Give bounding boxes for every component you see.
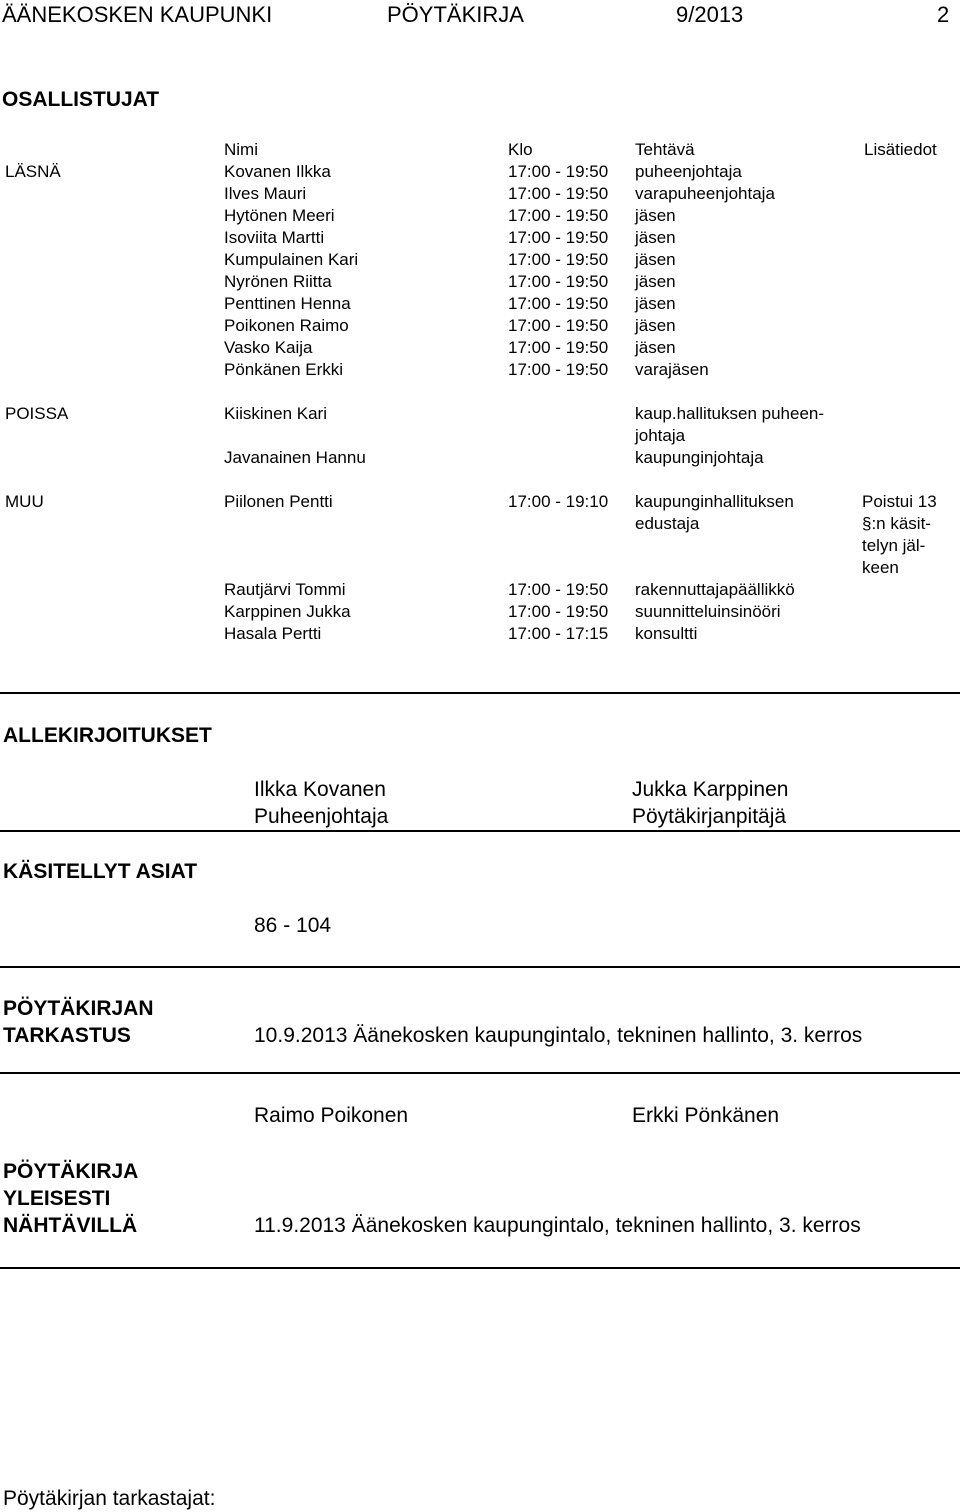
participant-role: kaupunginjohtaja	[635, 448, 764, 467]
public-title-line3: NÄHTÄVILLÄ	[3, 1214, 138, 1237]
review-detail: 10.9.2013 Äänekosken kaupungintalo, tekninen hallinto, 3. kerros	[254, 1024, 863, 1047]
participants-column-headers	[0, 139, 960, 161]
review-title-line1: PÖYTÄKIRJAN	[3, 997, 154, 1020]
table-row	[0, 491, 960, 513]
public-detail: 11.9.2013 Äänekosken kaupungintalo, tekninen hallinto, 3. kerros	[254, 1214, 861, 1237]
participant-time: 17:00 - 17:15	[508, 624, 609, 643]
participant-name: Kiiskinen Kari	[224, 404, 327, 423]
reviewer-name-2: Erkki Pönkänen	[632, 1104, 780, 1127]
participant-role: jäsen	[635, 316, 676, 335]
participant-name: Kumpulainen Kari	[224, 250, 359, 269]
participant-time: 17:00 - 19:10	[508, 492, 609, 511]
participant-name: Ilves Mauri	[224, 184, 307, 203]
divider	[0, 830, 960, 832]
participant-role: jäsen	[635, 228, 676, 247]
participant-time: 17:00 - 19:50	[508, 338, 609, 357]
table-row	[0, 579, 960, 601]
participant-role-continuation: edustaja	[635, 514, 700, 533]
table-row-continuation	[0, 425, 960, 447]
table-row	[0, 249, 960, 271]
table-row	[0, 161, 960, 183]
absent-section-label: POISSA	[5, 404, 69, 423]
participant-role: kaupunginhallituksen	[635, 492, 794, 511]
reviewer-name-1: Raimo Poikonen	[254, 1104, 409, 1127]
secretary-name: Jukka Karppinen	[632, 778, 789, 801]
participant-role-continuation: johtaja	[635, 426, 686, 445]
participants-title: OSALLISTUJAT	[2, 88, 160, 111]
public-title-line1: PÖYTÄKIRJA	[3, 1160, 139, 1183]
table-row	[0, 227, 960, 249]
participant-info-continuation: keen	[862, 558, 899, 577]
column-header-info: Lisätiedot	[864, 140, 937, 159]
table-row	[0, 271, 960, 293]
participant-role: varapuheenjohtaja	[635, 184, 775, 203]
table-row-continuation	[0, 513, 960, 535]
table-row	[0, 359, 960, 381]
participant-role: konsultti	[635, 624, 698, 643]
participant-time: 17:00 - 19:50	[508, 580, 609, 599]
header-document-number: 9/2013	[676, 2, 744, 27]
table-row	[0, 623, 960, 645]
chair-name: Ilkka Kovanen	[254, 778, 386, 801]
participant-name: Hytönen Meeri	[224, 206, 335, 225]
participant-role: jäsen	[635, 272, 676, 291]
participant-time: 17:00 - 19:50	[508, 206, 609, 225]
participant-role: kaup.hallituksen puheen-	[635, 404, 825, 423]
table-row-continuation	[0, 535, 960, 557]
reviewers-footer-label: Pöytäkirjan tarkastajat:	[3, 1487, 216, 1510]
participant-name: Vasko Kaija	[224, 338, 313, 357]
participant-name: Hasala Pertti	[224, 624, 322, 643]
participant-time: 17:00 - 19:50	[508, 602, 609, 621]
header-organization: ÄÄNEKOSKEN KAUPUNKI	[2, 2, 273, 27]
participant-time: 17:00 - 19:50	[508, 184, 609, 203]
column-header-role: Tehtävä	[635, 140, 695, 159]
other-section-label: MUU	[5, 492, 44, 511]
divider	[0, 966, 960, 968]
participant-name: Javanainen Hannu	[224, 448, 366, 467]
participant-time: 17:00 - 19:50	[508, 294, 609, 313]
table-row	[0, 337, 960, 359]
header-page-number: 2	[937, 2, 950, 27]
participant-info-continuation: §:n käsit-	[862, 514, 931, 533]
table-row	[0, 293, 960, 315]
participant-role: jäsen	[635, 206, 676, 225]
public-title-line2: YLEISESTI	[3, 1187, 111, 1210]
participant-name: Pönkänen Erkki	[224, 360, 344, 379]
column-header-time: Klo	[508, 140, 533, 159]
participant-role: puheenjohtaja	[635, 162, 742, 181]
participant-time: 17:00 - 19:50	[508, 250, 609, 269]
items-range: 86 - 104	[254, 914, 332, 937]
participant-info-continuation: telyn jäl-	[862, 536, 926, 555]
participant-name: Poikonen Raimo	[224, 316, 349, 335]
participant-name: Karppinen Jukka	[224, 602, 351, 621]
participant-name: Kovanen Ilkka	[224, 162, 331, 181]
table-row	[0, 183, 960, 205]
table-row	[0, 601, 960, 623]
participant-time: 17:00 - 19:50	[508, 162, 609, 181]
participant-name: Nyrönen Riitta	[224, 272, 332, 291]
column-header-name: Nimi	[224, 140, 258, 159]
participant-time: 17:00 - 19:50	[508, 316, 609, 335]
participant-name: Isoviita Martti	[224, 228, 325, 247]
participant-role: varajäsen	[635, 360, 709, 379]
table-row	[0, 315, 960, 337]
participant-role: jäsen	[635, 294, 676, 313]
table-row	[0, 447, 960, 469]
participant-role: jäsen	[635, 250, 676, 269]
participant-role: jäsen	[635, 338, 676, 357]
table-row	[0, 403, 960, 425]
participant-role: suunnitteluinsinööri	[635, 602, 781, 621]
table-row	[0, 205, 960, 227]
participant-time: 17:00 - 19:50	[508, 228, 609, 247]
participant-name: Piilonen Pentti	[224, 492, 333, 511]
participant-info: Poistui 13	[862, 492, 937, 511]
header-document-type: PÖYTÄKIRJA	[387, 2, 524, 27]
divider	[0, 692, 960, 694]
chair-title: Puheenjohtaja	[254, 805, 389, 828]
present-section-label: LÄSNÄ	[5, 162, 61, 181]
participant-name: Penttinen Henna	[224, 294, 351, 313]
divider	[0, 1267, 960, 1269]
signatures-title: ALLEKIRJOITUKSET	[3, 724, 212, 747]
items-title: KÄSITELLYT ASIAT	[3, 860, 198, 883]
participant-time: 17:00 - 19:50	[508, 272, 609, 291]
review-title-line2: TARKASTUS	[3, 1024, 131, 1047]
secretary-title: Pöytäkirjanpitäjä	[632, 805, 787, 828]
participant-role: rakennuttajapäällikkö	[635, 580, 795, 599]
table-row-continuation	[0, 557, 960, 579]
divider	[0, 1072, 960, 1074]
participant-name: Rautjärvi Tommi	[224, 580, 346, 599]
participant-time: 17:00 - 19:50	[508, 360, 609, 379]
